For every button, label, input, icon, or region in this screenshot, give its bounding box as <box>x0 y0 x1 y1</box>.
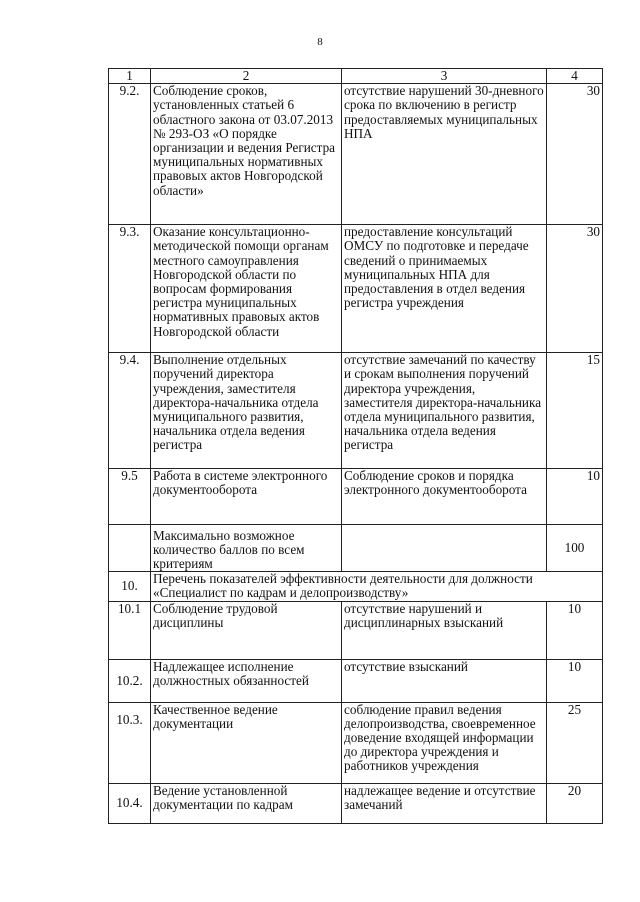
criterion-cell: Соблюдение трудовой дисциплины <box>151 601 342 659</box>
table-row <box>109 84 603 225</box>
total-points: 100 <box>547 525 603 572</box>
indicator-cell: предоставление консультаций ОМСУ по подготовке и передаче сведений о принимаемых муниципальных НПА для предоставления в отдел ведения регистра учреждения <box>342 225 547 353</box>
table-row <box>109 783 603 823</box>
indicator-cell: отсутствие нарушений и дисциплинарных взысканий <box>342 601 547 659</box>
section-number: 10. <box>109 572 151 601</box>
criterion-cell: Работа в системе электронного документооборота <box>151 469 342 525</box>
row-number <box>109 525 151 572</box>
points-cell: 10 <box>547 469 603 525</box>
indicator-cell: отсутствие замечаний по качеству и срокам выполнения поручений директора учреждения, заместителя директора-начальника отдела муниципального развития, начальника отдела ведения регистра <box>342 353 547 469</box>
row-number: 9.3. <box>109 225 151 353</box>
criterion-cell: Надлежащее исполнение должностных обязанностей <box>151 659 342 702</box>
points-cell: 20 <box>547 783 603 823</box>
indicator-cell: надлежащее ведение и отсутствие замечаний <box>342 783 547 823</box>
indicator-cell: соблюдение правил ведения делопроизводства, своевременное доведение входящей информации до директора учреждения и работников учреждения <box>342 702 547 783</box>
criterion-cell: Ведение установленной документации по кадрам <box>151 783 342 823</box>
row-number: 9.4. <box>109 353 151 469</box>
column-header: 1 <box>109 69 151 84</box>
points-cell: 10 <box>547 601 603 659</box>
table-row <box>109 601 603 659</box>
table-row <box>109 702 603 783</box>
total-label: Максимально возможное количество баллов по всем критериям <box>151 525 342 572</box>
points-cell: 30 <box>547 84 603 225</box>
row-number: 10.2. <box>109 659 151 702</box>
points-cell: 15 <box>547 353 603 469</box>
table-row <box>109 659 603 702</box>
row-number: 9.5 <box>109 469 151 525</box>
indicator-cell: отсутствие нарушений 30-дневного срока по включению в регистр предоставляемых муниципальных НПА <box>342 84 547 225</box>
column-header: 2 <box>151 69 342 84</box>
table-header-row <box>109 69 603 84</box>
page-number: 8 <box>317 36 323 48</box>
indicator-cell <box>342 525 547 572</box>
points-cell: 25 <box>547 702 603 783</box>
criterion-cell: Оказание консультационно-методической помощи органам местного самоуправления Новгородской области по вопросам формирования регистра муниципальных нормативных правовых актов Новгородской области <box>151 225 342 353</box>
column-header: 4 <box>547 69 603 84</box>
total-row <box>109 525 603 572</box>
points-cell: 30 <box>547 225 603 353</box>
row-number: 10.4. <box>109 783 151 823</box>
column-header: 3 <box>342 69 547 84</box>
criterion-cell: Выполнение отдельных поручений директора учреждения, заместителя директора-начальника отдела муниципального развития, начальника отдела ведения регистра <box>151 353 342 469</box>
criterion-cell: Качественное ведение документации <box>151 702 342 783</box>
indicator-cell: отсутствие взысканий <box>342 659 547 702</box>
indicators-table <box>108 68 603 824</box>
row-number: 10.3. <box>109 702 151 783</box>
row-number: 9.2. <box>109 84 151 225</box>
table-row <box>109 469 603 525</box>
table-row <box>109 225 603 353</box>
table-row <box>109 353 603 469</box>
row-number: 10.1 <box>109 601 151 659</box>
indicator-cell: Соблюдение сроков и порядка электронного документооборота <box>342 469 547 525</box>
section-title: Перечень показателей эффективности деятельности для должности «Специалист по кадрам и делопроизводству» <box>151 572 603 601</box>
points-cell: 10 <box>547 659 603 702</box>
section-row <box>109 572 603 601</box>
criterion-cell: Соблюдение сроков, установленных статьей 6 областного закона от 03.07.2013 № 293-ОЗ «О порядке организации и ведения Регистра муниципальных нормативных правовых актов Новгородской области» <box>151 84 342 225</box>
